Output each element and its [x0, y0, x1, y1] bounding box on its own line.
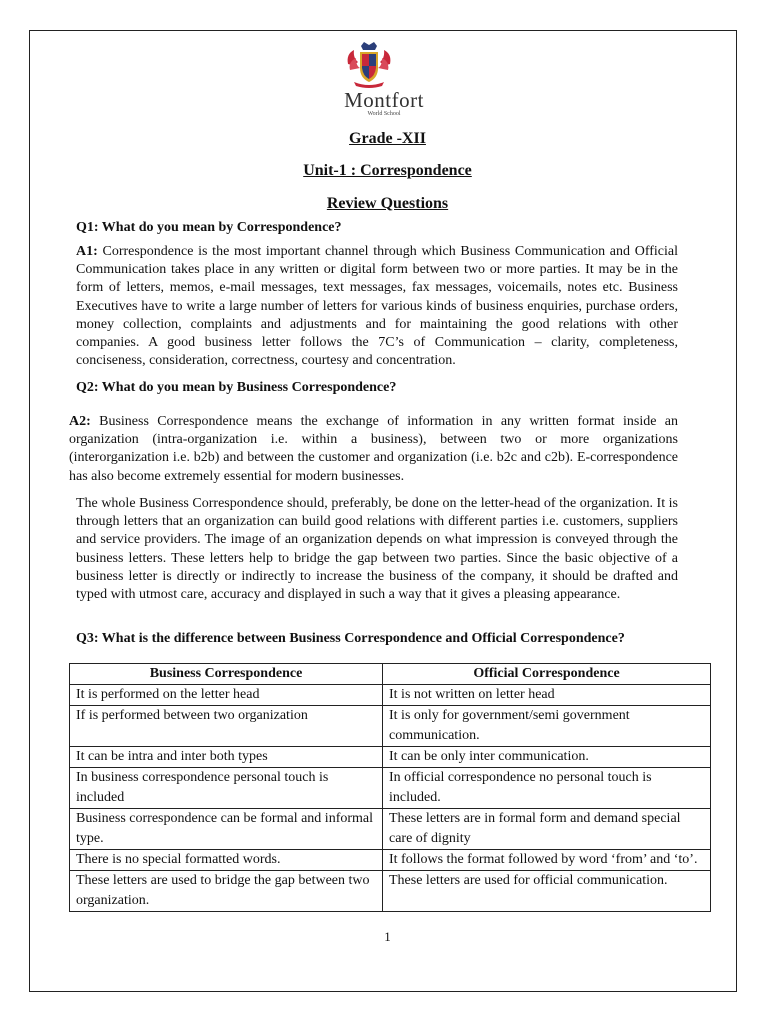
table-row — [70, 871, 711, 912]
answer-2-extra: The whole Business Correspondence should, preferably, be done on the letter-head of the organization. It is through letters that an organization can build good relations with different parties i.e. customers, suppliers and service providers. The image of an organization depends on what impression is conveyed through the business letters. These letters help to bridge the gap between two parties. Since the basic objective of a business letter is directly or indirectly to increase the business of the company, it should be drafted and typed with utmost care, accuracy and displayed in such a way that it gives a pleasing appearance. — [76, 496, 678, 603]
school-crest-logo — [344, 42, 394, 90]
table-cell: These letters are used to bridge the gap between two organization. — [70, 871, 383, 912]
table-row — [70, 685, 711, 706]
school-subtitle: World School — [367, 111, 401, 117]
table-cell: In official correspondence no personal touch is included. — [383, 768, 711, 809]
table-row — [70, 850, 711, 871]
table-cell: It follows the format followed by word ‘from’ and ‘to’. — [383, 850, 711, 871]
table-row — [70, 768, 711, 809]
table-cell: It is only for government/semi government communication. — [383, 706, 711, 747]
table-cell: In business correspondence personal touch is included — [70, 768, 383, 809]
section-heading: Review Questions — [326, 195, 449, 212]
answer-2 — [69, 413, 678, 486]
table-row — [70, 809, 711, 850]
column-header-official: Official Correspondence — [383, 664, 711, 685]
page-number: 1 — [384, 929, 391, 944]
answer-1-text: Correspondence is the most important channel through which Business Communication and Official Communication takes place in any written or digital form between two or more parties. It may be in the form of letters, memos, e-mail messages, text messages, fax messages, voicemails, notes etc. Business Executives have to write a large number of letters for various kinds of business enquiries, purchase orders, money collection, complaints and adjustments and for maintaining the good relations with other companies. A good business letter follows the 7C’s of Communication – clarity, completeness, conciseness, consideration, correctness, courtesy and concentration. — [76, 244, 678, 369]
column-header-business: Business Correspondence — [70, 664, 383, 685]
answer-2-label: A2: — [69, 414, 91, 429]
table-cell: It is performed on the letter head — [70, 685, 383, 706]
answer-2-text: Business Correspondence means the exchange of information in any written format inside an organization (intra-organization i.e. within a business), between two or more organizations (interorganization i.e. b2b) and between the customer and organization (i.e. b2c and c2b). E-correspondence has also become extremely essential for modern businesses. — [69, 414, 678, 484]
table-cell: There is no special formatted words. — [70, 850, 383, 871]
answer-1-label: A1: — [76, 244, 98, 259]
question-1: Q1: What do you mean by Correspondence? — [76, 220, 342, 235]
answer-1 — [76, 243, 678, 370]
comparison-table — [69, 663, 711, 912]
grade-heading: Grade -XII — [349, 130, 426, 147]
table-header-row — [70, 664, 711, 685]
table-cell: If is performed between two organization — [70, 706, 383, 747]
table-row — [70, 706, 711, 747]
table-cell: These letters are in formal form and demand special care of dignity — [383, 809, 711, 850]
table-cell: It can be intra and inter both types — [70, 747, 383, 768]
table-cell: These letters are used for official communication. — [383, 871, 711, 912]
question-2: Q2: What do you mean by Business Correspondence? — [76, 380, 397, 395]
school-name: Montfort — [344, 88, 424, 112]
table-cell: It is not written on letter head — [383, 685, 711, 706]
table-cell: Business correspondence can be formal and informal type. — [70, 809, 383, 850]
unit-heading: Unit-1 : Correspondence — [303, 162, 472, 179]
table-row — [70, 747, 711, 768]
question-3: Q3: What is the difference between Business Correspondence and Official Correspondence? — [76, 631, 625, 646]
table-cell: It can be only inter communication. — [383, 747, 711, 768]
